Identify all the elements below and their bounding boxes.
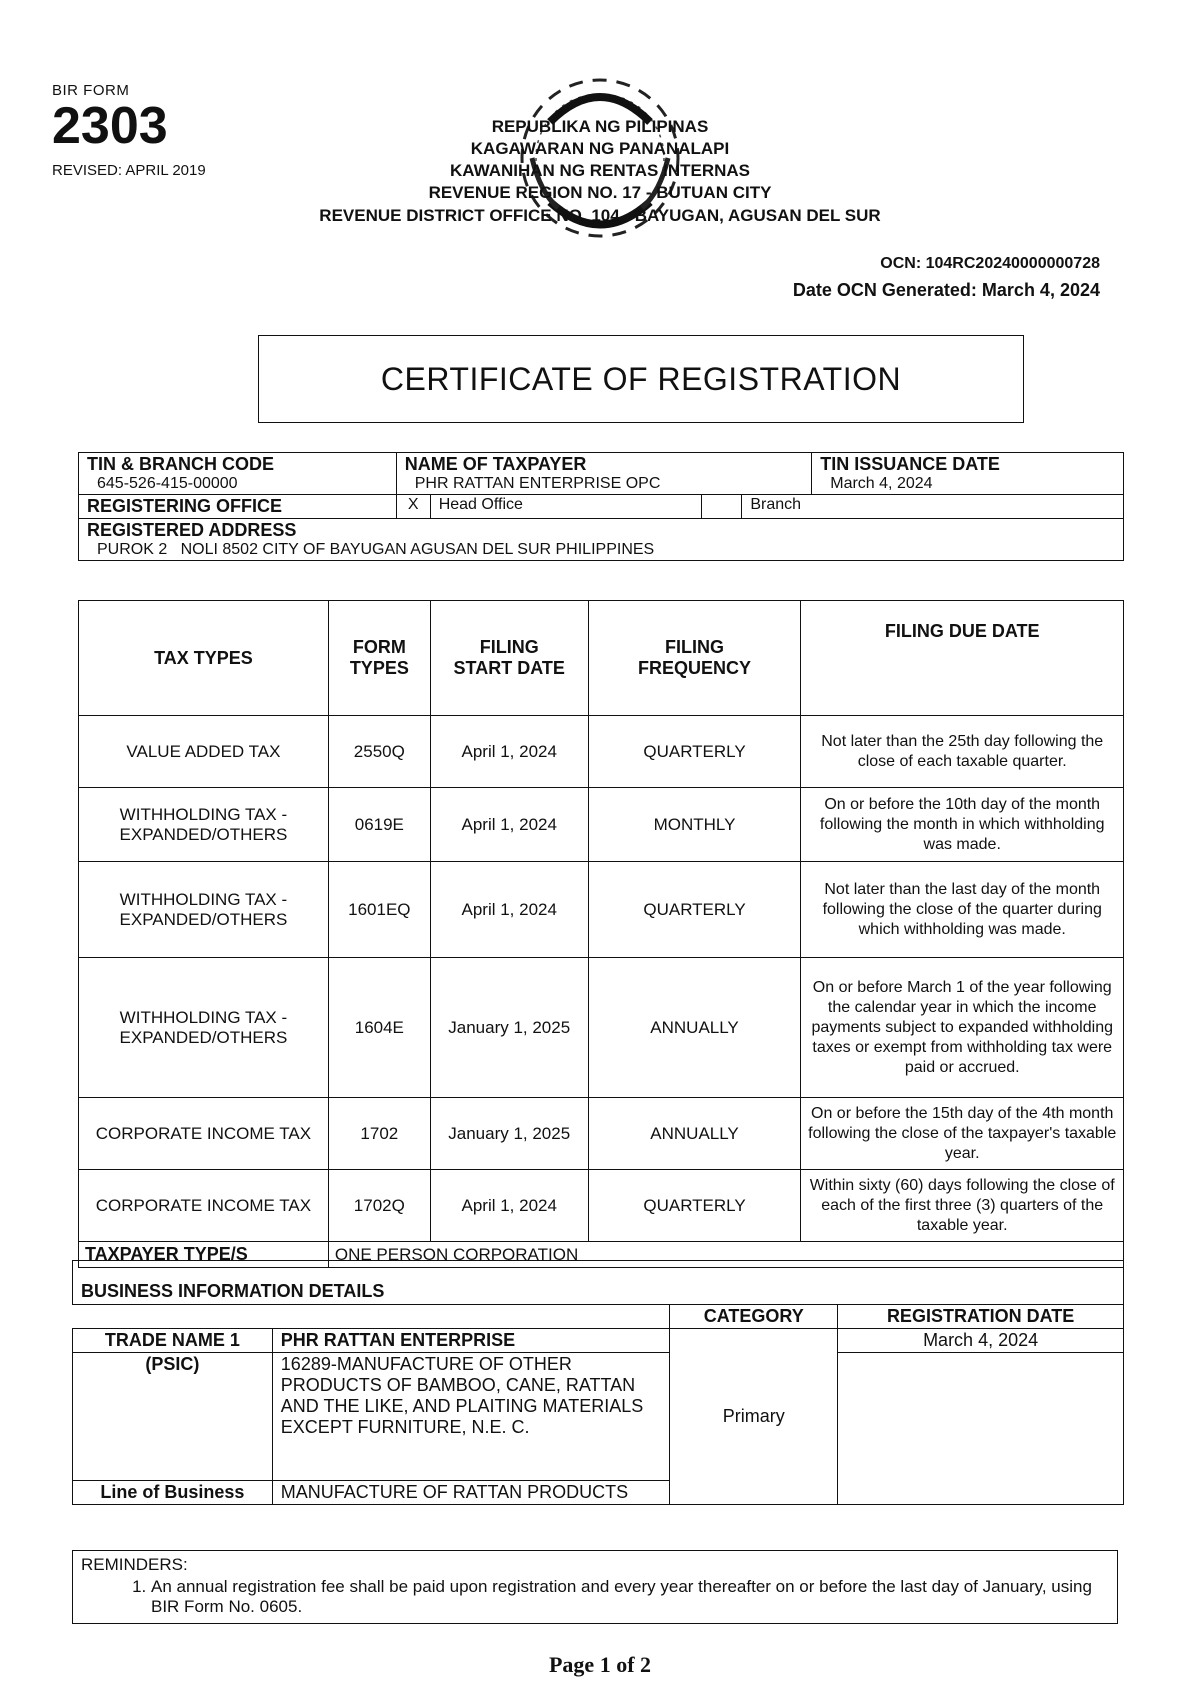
frequency-cell: ANNUALLY bbox=[588, 1098, 801, 1170]
ocn-number: OCN: 104RC20240000000728 bbox=[880, 255, 1100, 272]
agency-line-5: REVENUE DISTRICT OFFICE NO. 104 - BAYUGAN, AGUSAN DEL SUR bbox=[319, 206, 881, 225]
form-number: 2303 bbox=[52, 97, 168, 155]
tax-types-header: TAX TYPES bbox=[79, 601, 329, 716]
agency-line-4: REVENUE REGION NO. 17 - BUTUAN CITY bbox=[428, 183, 772, 202]
start-date-cell: April 1, 2024 bbox=[430, 862, 588, 958]
line-of-business-label: Line of Business bbox=[73, 1481, 273, 1505]
table-row bbox=[79, 1170, 1124, 1242]
registered-address-label: REGISTERED ADDRESS bbox=[87, 520, 297, 540]
tax-type-cell: WITHHOLDING TAX - EXPANDED/OTHERS bbox=[79, 862, 329, 958]
agency-line-2: KAGAWARAN NG PANANALAPI bbox=[470, 139, 730, 158]
frequency-cell: QUARTERLY bbox=[588, 862, 801, 958]
taxpayer-type-value: ONE PERSON CORPORATION bbox=[334, 1244, 579, 1264]
table-row bbox=[79, 788, 1124, 862]
taxpayer-type-label: TAXPAYER TYPE/S bbox=[85, 1244, 248, 1264]
reminders-box bbox=[72, 1550, 1118, 1624]
category-header: CATEGORY bbox=[670, 1305, 838, 1329]
form-type-cell: 1702 bbox=[328, 1098, 430, 1170]
form-type-cell: 1604E bbox=[328, 958, 430, 1098]
form-type-cell: 1702Q bbox=[328, 1170, 430, 1242]
form-types-header: FORM TYPES bbox=[328, 601, 430, 716]
start-date-cell: April 1, 2024 bbox=[430, 788, 588, 862]
due-date-cell: On or before the 15th day of the 4th month following the close of the taxpayer's taxable year. bbox=[801, 1098, 1124, 1170]
frequency-cell: MONTHLY bbox=[588, 788, 801, 862]
table-row bbox=[79, 958, 1124, 1098]
issuance-cell bbox=[812, 453, 1124, 495]
due-date-cell: On or before the 10th day of the month following the month in which withholding was made. bbox=[801, 788, 1124, 862]
agency-line-1: REPUBLIKA NG PILIPINAS bbox=[491, 117, 709, 136]
due-date-cell: Within sixty (60) days following the close of each of the first three (3) quarters of the taxable year. bbox=[801, 1170, 1124, 1242]
tin-issuance-label: TIN ISSUANCE DATE bbox=[820, 454, 1000, 474]
trade-name-value: PHR RATTAN ENTERPRISE bbox=[272, 1329, 670, 1353]
tax-type-cell: WITHHOLDING TAX - EXPANDED/OTHERS bbox=[79, 958, 329, 1098]
filing-start-header: FILING START DATE bbox=[430, 601, 588, 716]
filing-frequency-header: FILING FREQUENCY bbox=[588, 601, 801, 716]
taxpayer-name-cell bbox=[396, 453, 812, 495]
start-date-cell: April 1, 2024 bbox=[430, 716, 588, 788]
ocn-generated-date: Date OCN Generated: March 4, 2024 bbox=[792, 280, 1100, 300]
frequency-cell: QUARTERLY bbox=[588, 716, 801, 788]
filing-due-date-header: FILING DUE DATE bbox=[801, 601, 1124, 716]
trade-name-label: TRADE NAME 1 bbox=[73, 1329, 273, 1353]
frequency-cell: ANNUALLY bbox=[588, 958, 801, 1098]
start-date-cell: January 1, 2025 bbox=[430, 958, 588, 1098]
due-date-cell: Not later than the last day of the month following the close of the quarter during which withholding was made. bbox=[801, 862, 1124, 958]
business-info-table bbox=[72, 1304, 1124, 1505]
form-label: BIR FORM bbox=[52, 82, 130, 99]
registered-address-value: PUROK 2 NOLI 8502 CITY OF BAYUGAN AGUSAN DEL SUR PHILIPPINES bbox=[97, 541, 655, 558]
due-date-cell: Not later than the 25th day following the close of each taxable quarter. bbox=[801, 716, 1124, 788]
psic-label: (PSIC) bbox=[73, 1353, 273, 1481]
table-row bbox=[79, 1098, 1124, 1170]
category-value: Primary bbox=[670, 1329, 838, 1505]
reminders-title: REMINDERS: bbox=[81, 1555, 188, 1574]
tax-type-cell: WITHHOLDING TAX - EXPANDED/OTHERS bbox=[79, 788, 329, 862]
head-office-label: Head Office bbox=[438, 496, 523, 513]
certificate-title: CERTIFICATE OF REGISTRATION bbox=[380, 360, 902, 397]
reminder-item: 1. An annual registration fee shall be paid upon registration and every year thereafter on or before the last day of January, using BIR Form No. 0605. bbox=[151, 1577, 1109, 1617]
table-row bbox=[79, 862, 1124, 958]
registration-date-header: REGISTRATION DATE bbox=[838, 1305, 1124, 1329]
form-type-cell: 0619E bbox=[328, 788, 430, 862]
tin-issuance-value: March 4, 2024 bbox=[830, 475, 933, 492]
start-date-cell: January 1, 2025 bbox=[430, 1098, 588, 1170]
tin-label: TIN & BRANCH CODE bbox=[87, 454, 274, 474]
form-revised-date: REVISED: APRIL 2019 bbox=[52, 162, 206, 179]
start-date-cell: April 1, 2024 bbox=[430, 1170, 588, 1242]
registration-date-value: March 4, 2024 bbox=[838, 1329, 1124, 1353]
tax-type-cell: VALUE ADDED TAX bbox=[79, 716, 329, 788]
form-type-cell: 2550Q bbox=[328, 716, 430, 788]
taxpayer-name-value: PHR RATTAN ENTERPRISE OPC bbox=[414, 475, 661, 492]
agency-line-3: KAWANIHAN NG RENTAS INTERNAS bbox=[449, 161, 751, 180]
taxpayer-name-label: NAME OF TAXPAYER bbox=[404, 454, 587, 474]
tax-types-table bbox=[78, 600, 1124, 1268]
line-of-business-value: MANUFACTURE OF RATTAN PRODUCTS bbox=[272, 1481, 670, 1505]
registering-office-label: REGISTERING OFFICE bbox=[87, 496, 283, 516]
due-date-cell: On or before March 1 of the year following the calendar year in which the income payments subject to expanded withholding taxes or exempt from withholding tax were paid or accrued. bbox=[801, 958, 1124, 1098]
certificate-title-box bbox=[258, 335, 1024, 423]
tax-type-cell: CORPORATE INCOME TAX bbox=[79, 1170, 329, 1242]
business-info-title: BUSINESS INFORMATION DETAILS bbox=[72, 1260, 1124, 1305]
form-type-cell: 1601EQ bbox=[328, 862, 430, 958]
tin-value: 645-526-415-00000 bbox=[97, 475, 238, 492]
head-office-checkbox: X bbox=[407, 496, 419, 513]
tin-cell bbox=[79, 453, 397, 495]
tax-type-cell: CORPORATE INCOME TAX bbox=[79, 1098, 329, 1170]
psic-value: 16289-MANUFACTURE OF OTHER PRODUCTS OF BAMBOO, CANE, RATTAN AND THE LIKE, AND PLAITING MATERIALS EXCEPT FURNITURE, N.E. C. bbox=[272, 1353, 670, 1481]
taxpayer-info-table bbox=[78, 452, 1124, 561]
branch-label: Branch bbox=[750, 496, 802, 513]
table-row bbox=[79, 716, 1124, 788]
page-number: Page 1 of 2 bbox=[548, 1652, 652, 1677]
frequency-cell: QUARTERLY bbox=[588, 1170, 801, 1242]
address-cell bbox=[79, 519, 1124, 561]
